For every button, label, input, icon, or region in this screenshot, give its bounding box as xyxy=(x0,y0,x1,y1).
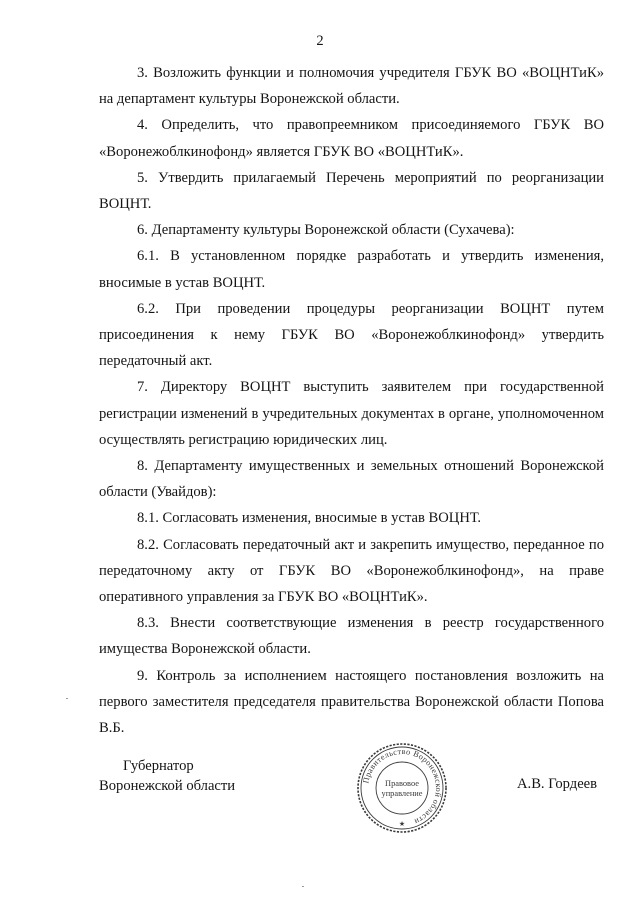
signature-block xyxy=(0,740,640,840)
stamp-center-line1: Правовое xyxy=(385,779,419,788)
page-number: 2 xyxy=(316,33,324,49)
paragraph-8-3: 8.3. Внести соответствующие изменения в реестр государственного имущества Воронежской области. xyxy=(99,615,604,658)
scan-artifact xyxy=(66,698,68,699)
stamp-ring-text: Правительство Воронежской области xyxy=(361,746,444,827)
signatory-title xyxy=(99,756,235,796)
paragraph-3: 3. Возложить функции и полномочия учредителя ГБУК ВО «ВОЦНТиК» на департамент культуры Воронежской области. xyxy=(99,65,604,108)
paragraph-4: 4. Определить, что правопреемником присоединяемого ГБУК ВО «Воронежоблкинофонд» является ГБУК ВО «ВОЦНТиК». xyxy=(99,117,604,160)
paragraph-6-2: 6.2. При проведении процедуры реорганизации ВОЦНТ путем присоединения к нему ГБУК ВО «Воронежоблкинофонд» утвердить передаточный акт. xyxy=(99,300,604,370)
paragraph-8-2: 8.2. Согласовать передаточный акт и закрепить имущество, переданное по передаточному акту от ГБУК ВО «Воронежоблкинофонд», на праве оперативного управления за ГБУК ВО «ВОЦНТиК». xyxy=(99,536,604,606)
signatory-title-line2: Воронежской области xyxy=(99,778,236,794)
signatory-title-line1: Губернатор xyxy=(123,758,194,774)
paragraph-6-1: 6.1. В установленном порядке разработать и утвердить изменения, вносимые в устав ВОЦНТ. xyxy=(99,248,604,291)
scan-artifact xyxy=(302,886,304,887)
paragraph-8-1: 8.1. Согласовать изменения, вносимые в устав ВОЦНТ. xyxy=(137,510,481,527)
signatory-name: А.В. Гордеев xyxy=(517,776,598,792)
paragraph-6: 6. Департаменту культуры Воронежской области (Сухачева): xyxy=(137,222,515,239)
stamp-center-line2: управление xyxy=(381,789,423,798)
official-stamp xyxy=(354,740,450,836)
stamp-star-icon: ★ xyxy=(398,820,406,828)
paragraph-7: 7. Директору ВОЦНТ выступить заявителем при государственной регистрации изменений в учредительных документах в органе, уполномоченном осуществлять регистрацию юридических лиц. xyxy=(99,379,604,448)
paragraph-9: 9. Контроль за исполнением настоящего постановления возложить на первого заместителя председателя правительства Воронежской области Попова В.Б. xyxy=(99,667,604,737)
paragraph-5: 5. Утвердить прилагаемый Перечень мероприятий по реорганизации ВОЦНТ. xyxy=(99,169,604,213)
document-body xyxy=(99,60,604,741)
paragraph-8: 8. Департаменту имущественных и земельных отношений Воронежской области (Увайдов): xyxy=(99,458,604,501)
